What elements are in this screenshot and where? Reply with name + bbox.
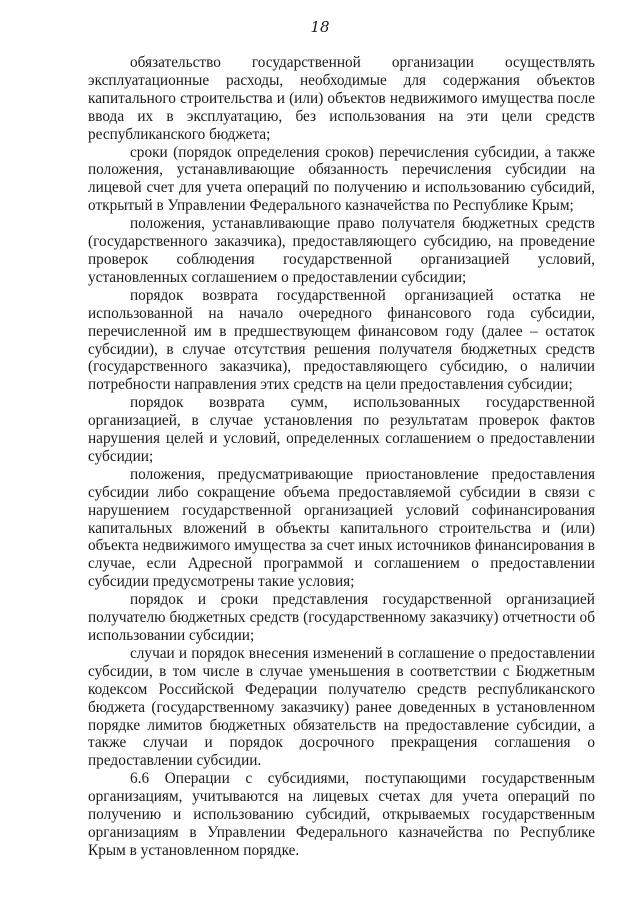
paragraph-reporting: порядок и сроки представления государственной организацией получателю бюджетных средств (государственному заказчику) отчетности об использовании субсидии;	[88, 591, 595, 644]
paragraph-transfer-terms: сроки (порядок определения сроков) перечисления субсидии, а также положения, устанавливающие обязанность перечисления субсидии на лицевой счет для учета операций по получению и использованию субсидий, открытый в Управлении Федерального казначейства по Республике Крым;	[88, 143, 595, 215]
paragraph-return-of-sums: порядок возврата сумм, использованных государственной организацией, в случае установления по результатам проверок фактов нарушения целей и условий, определенных соглашением о предоставлении субсидии;	[88, 394, 595, 465]
paragraph-inspection-rights: положения, устанавливающие право получателя бюджетных средств (государственного заказчика), предоставляющего субсидию, на проведение проверок соблюдения государственной организацией условий, установленных соглашением о предоставлении субсидии;	[88, 215, 595, 286]
paragraph-return-of-balance: порядок возврата государственной организацией остатка не использованной на начало очередного финансового года субсидии, перечисленной им в предшествующем финансовом году (далее – остаток субсидии), в случае отсутствия решения получателя бюджетных средств (государственного заказчика), предоставляющего субсидию, о наличии потребности направления этих средств на цели предоставления субсидии;	[88, 286, 595, 394]
paragraph-operating-expenses: обязательство государственной организации осуществлять эксплуатационные расходы, необходимые для содержания объектов капитального строительства и (или) объектов недвижимого имущества после ввода их в эксплуатацию, без использования на эти цели средств республиканского бюджета;	[88, 54, 595, 143]
document-body	[88, 54, 595, 860]
paragraph-amendments: случаи и порядок внесения изменений в соглашение о предоставлении субсидии, в том числе в случае уменьшения в соответствии с Бюджетным кодексом Российской Федерации получателю средств республиканского бюджета (государственному заказчику) ранее доведенных в установленном порядке лимитов бюджетных обязательств на предоставление субсидии, а также случаи и порядок досрочного прекращения соглашения о предоставлении субсидии.	[88, 644, 595, 770]
paragraph-6-6: 6.6 Операции с субсидиями, поступающими государственным организациям, учитываются на лицевых счетах для учета операций по получению и использованию субсидий, открываемых государственным организациям в Управлении Федерального казначейства по Республике Крым в установленном порядке.	[88, 770, 595, 859]
paragraph-suspension: положения, предусматривающие приостановление предоставления субсидии либо сокращение объема предоставляемой субсидии в связи с нарушением государственной организацией условий софинансирования капитальных вложений в объекты капитального строительства и (или) объекта недвижимого имущества за счет иных источников финансирования в случае, если Адресной программой и соглашением о предоставлении субсидии предусмотрены такие условия;	[88, 465, 595, 591]
page-number: 18	[310, 18, 330, 36]
